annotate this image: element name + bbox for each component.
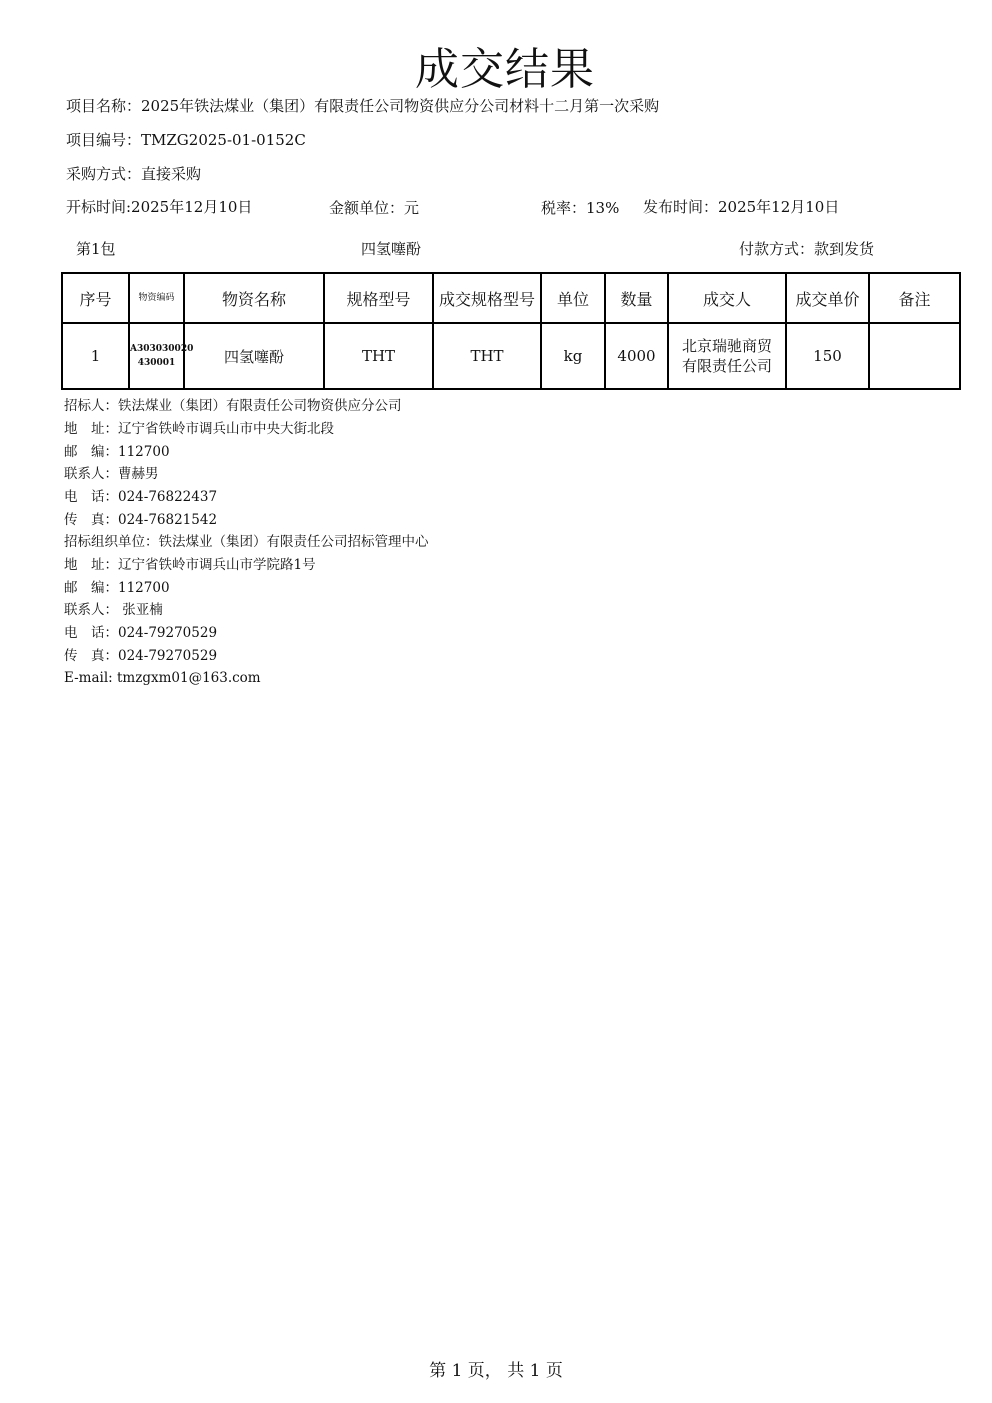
tenderer-contact: 联系人：曹赫男 bbox=[64, 466, 159, 482]
cell-price: 150 bbox=[786, 323, 869, 389]
cell-no: 1 bbox=[62, 323, 129, 389]
tax-rate: 税率：13% bbox=[541, 199, 620, 217]
purchase-method: 采购方式：直接采购 bbox=[66, 165, 202, 183]
package-name: 四氢噻酚 bbox=[361, 240, 422, 258]
agency-postcode: 邮 编：112700 bbox=[64, 580, 170, 596]
header-name: 物资名称 bbox=[184, 273, 324, 323]
agency-email: E-mail: tmzgxm01@163.com bbox=[64, 670, 261, 686]
project-number: 项目编号：TMZG2025-01-0152C bbox=[66, 131, 306, 149]
cell-remark bbox=[869, 323, 960, 389]
header-spec: 规格型号 bbox=[324, 273, 433, 323]
header-no: 序号 bbox=[62, 273, 129, 323]
result-table bbox=[61, 272, 961, 390]
tenderer: 招标人：铁法煤业（集团）有限责任公司物资供应分公司 bbox=[64, 398, 402, 414]
header-unit: 单位 bbox=[541, 273, 605, 323]
tenderer-postcode: 邮 编：112700 bbox=[64, 444, 170, 460]
project-name: 项目名称：2025年铁法煤业（集团）有限责任公司物资供应分公司材料十二月第一次采购 bbox=[66, 97, 660, 115]
header-qty: 数量 bbox=[605, 273, 668, 323]
cell-code-line2: 430001 bbox=[137, 358, 176, 368]
publish-time: 发布时间：2025年12月10日 bbox=[643, 198, 840, 216]
cell-name: 四氢噻酚 bbox=[184, 323, 324, 389]
cell-deal-spec: THT bbox=[433, 323, 541, 389]
cell-spec: THT bbox=[324, 323, 433, 389]
page-title: 成交结果 bbox=[415, 44, 595, 95]
open-time: 开标时间:2025年12月10日 bbox=[66, 198, 253, 216]
table-header-row bbox=[62, 273, 960, 323]
cell-code-line1: A303030020 bbox=[130, 344, 194, 354]
table-row bbox=[62, 323, 960, 389]
cell-unit: kg bbox=[541, 323, 605, 389]
header-remark: 备注 bbox=[869, 273, 960, 323]
cell-supplier bbox=[668, 323, 786, 389]
page-footer: 第 1 页， 共 1 页 bbox=[429, 1361, 563, 1381]
tenderer-phone: 电 话：024-76822437 bbox=[64, 489, 218, 505]
header-deal-spec: 成交规格型号 bbox=[433, 273, 541, 323]
cell-code bbox=[129, 323, 194, 389]
agency-phone: 电 话：024-79270529 bbox=[64, 625, 218, 641]
header-code: 物资编码 bbox=[129, 273, 184, 323]
cell-supplier-line2: 有限责任公司 bbox=[681, 357, 772, 375]
cell-supplier-line1: 北京瑞驰商贸 bbox=[681, 337, 772, 355]
cell-qty: 4000 bbox=[605, 323, 668, 389]
payment-method: 付款方式：款到发货 bbox=[739, 240, 875, 258]
currency-unit: 金额单位：元 bbox=[329, 199, 420, 217]
package-label: 第1包 bbox=[76, 240, 116, 258]
tenderer-fax: 传 真：024-76821542 bbox=[64, 512, 218, 528]
agency: 招标组织单位：铁法煤业（集团）有限责任公司招标管理中心 bbox=[64, 534, 429, 550]
tenderer-address: 地 址：辽宁省铁岭市调兵山市中央大街北段 bbox=[64, 421, 334, 437]
header-supplier: 成交人 bbox=[668, 273, 786, 323]
agency-address: 地 址：辽宁省铁岭市调兵山市学院路1号 bbox=[64, 557, 316, 573]
agency-fax: 传 真：024-79270529 bbox=[64, 648, 218, 664]
header-price: 成交单价 bbox=[786, 273, 869, 323]
agency-contact: 联系人： 张亚楠 bbox=[64, 602, 163, 618]
